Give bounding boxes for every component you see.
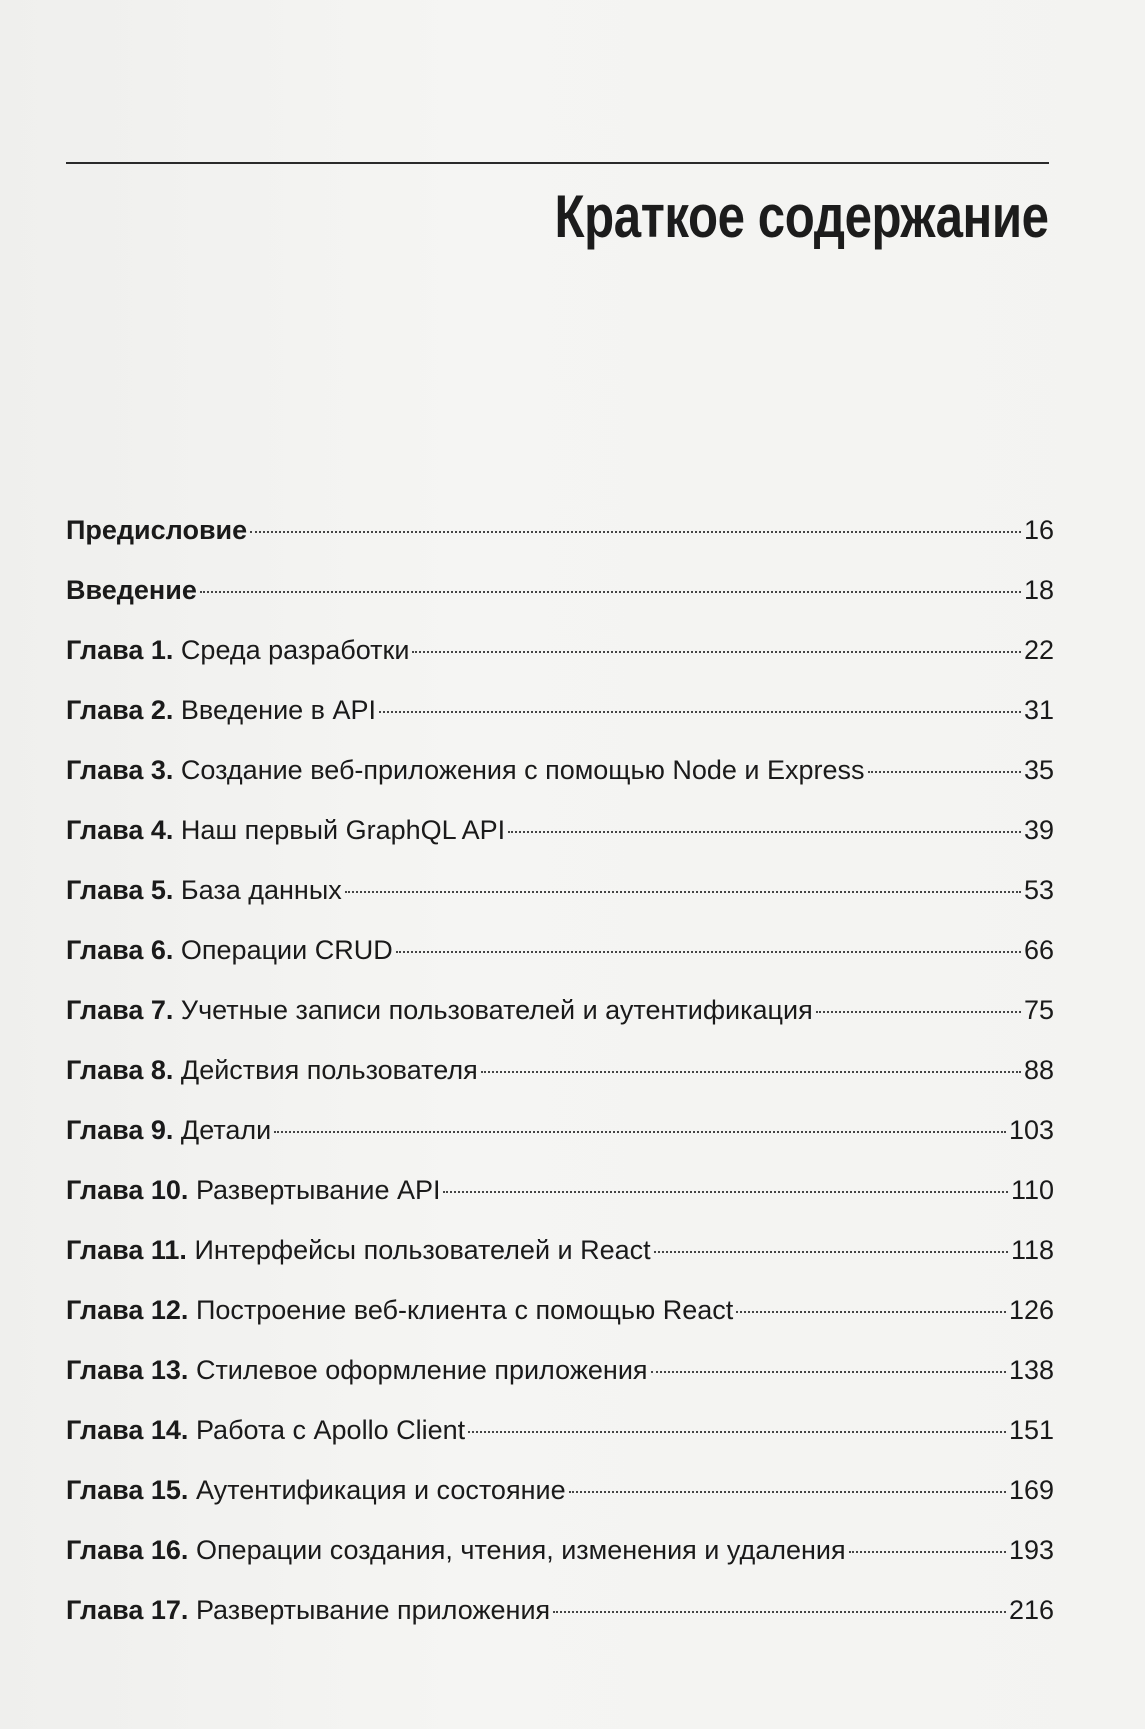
toc-entry xyxy=(66,874,1054,934)
toc-entry-page: 31 xyxy=(1023,695,1054,725)
toc-entry-prefix: Глава 4. xyxy=(66,815,174,845)
toc-entry-prefix: Глава 14. xyxy=(66,1415,189,1445)
toc-entry-label xyxy=(66,814,505,846)
toc-entry-page: 35 xyxy=(1023,755,1054,785)
toc-entry-title: Развертывание API xyxy=(188,1175,441,1205)
toc-entry-page: 18 xyxy=(1023,575,1054,605)
toc-entry-prefix: Глава 9. xyxy=(66,1115,174,1145)
toc-entry-page: 16 xyxy=(1023,515,1054,545)
toc-entry xyxy=(66,514,1054,574)
toc-entry xyxy=(66,814,1054,874)
toc-entry-page: 118 xyxy=(1010,1235,1054,1265)
toc-leader-dots xyxy=(849,1551,1006,1553)
toc-entry xyxy=(66,1174,1054,1234)
toc-entry-label xyxy=(66,1534,846,1566)
toc-entry-prefix: Глава 17. xyxy=(66,1595,189,1625)
toc-entry xyxy=(66,694,1054,754)
toc-leader-dots xyxy=(654,1251,1008,1253)
toc-entry-prefix: Глава 13. xyxy=(66,1355,189,1385)
toc-entry-title: Работа с Apollo Client xyxy=(188,1415,466,1445)
toc-entry-page: 151 xyxy=(1008,1415,1054,1445)
toc-entry-prefix: Глава 10. xyxy=(66,1175,189,1205)
toc-entry xyxy=(66,994,1054,1054)
toc-entry-page: 103 xyxy=(1008,1115,1054,1145)
toc-entry-title: Наш первый GraphQL API xyxy=(173,815,506,845)
toc-entry-title: Интерфейсы пользователей и React xyxy=(186,1235,651,1265)
toc-leader-dots xyxy=(379,711,1021,713)
toc-entry-prefix: Введение xyxy=(66,575,197,605)
toc-entry-page: 39 xyxy=(1023,815,1054,845)
toc-leader-dots xyxy=(274,1131,1006,1133)
toc-entry xyxy=(66,1114,1054,1174)
toc-entry xyxy=(66,1534,1054,1594)
toc-leader-dots xyxy=(250,531,1021,533)
toc-entry-prefix: Глава 2. xyxy=(66,695,174,725)
toc-entry xyxy=(66,574,1054,634)
toc-leader-dots xyxy=(569,1491,1006,1493)
toc-entry-title: Развертывание приложения xyxy=(188,1595,551,1625)
toc-leader-dots xyxy=(553,1611,1006,1613)
toc-entry xyxy=(66,1354,1054,1414)
toc-leader-dots xyxy=(816,1011,1021,1013)
toc-entry-label xyxy=(66,1054,478,1086)
toc-entry xyxy=(66,1474,1054,1534)
toc-entry-page: 169 xyxy=(1008,1475,1054,1505)
toc-entry-label xyxy=(66,694,376,726)
toc-entry xyxy=(66,934,1054,994)
toc-entry-page: 88 xyxy=(1023,1055,1054,1085)
toc-entry-title: Стилевое оформление приложения xyxy=(188,1355,648,1385)
toc-entry xyxy=(66,634,1054,694)
toc-entry-prefix: Глава 12. xyxy=(66,1295,189,1325)
toc-entry-label xyxy=(66,1174,440,1206)
toc-entry-prefix: Глава 3. xyxy=(66,755,174,785)
toc-leader-dots xyxy=(481,1071,1021,1073)
toc-leader-dots xyxy=(412,651,1021,653)
toc-leader-dots xyxy=(345,891,1021,893)
toc-entry-prefix: Глава 7. xyxy=(66,995,174,1025)
toc-entry-page: 193 xyxy=(1008,1535,1054,1565)
toc-entry-prefix: Предисловие xyxy=(66,515,248,545)
toc-entry-title: Создание веб-приложения с помощью Node и Express xyxy=(173,755,865,785)
toc-leader-dots xyxy=(736,1311,1006,1313)
toc-entry-title: Операции CRUD xyxy=(173,935,393,965)
toc-entry-prefix: Глава 1. xyxy=(66,635,174,665)
toc-leader-dots xyxy=(508,831,1021,833)
toc-entry xyxy=(66,754,1054,814)
toc-entry-prefix: Глава 6. xyxy=(66,935,174,965)
toc-leader-dots xyxy=(200,591,1021,593)
toc-entry-title: Детали xyxy=(173,1115,272,1145)
toc-entry-label xyxy=(66,514,247,546)
toc-entry-label xyxy=(66,574,197,606)
toc-entry-page: 75 xyxy=(1023,995,1054,1025)
toc-entry-label xyxy=(66,874,342,906)
toc-entry-title: Введение в API xyxy=(173,695,377,725)
toc-entry xyxy=(66,1594,1054,1654)
toc-entry-page: 216 xyxy=(1008,1595,1054,1625)
toc-entry-label xyxy=(66,754,865,786)
toc-entry-page: 66 xyxy=(1023,935,1054,965)
toc-entry-label xyxy=(66,1354,648,1386)
toc-entry-prefix: Глава 11. xyxy=(66,1235,187,1265)
toc-leader-dots xyxy=(396,951,1021,953)
toc-entry xyxy=(66,1294,1054,1354)
toc-leader-dots xyxy=(468,1431,1006,1433)
page-title: Краткое содержание xyxy=(554,183,1049,250)
toc-entry-prefix: Глава 8. xyxy=(66,1055,174,1085)
toc-entry-prefix: Глава 5. xyxy=(66,875,174,905)
toc-leader-dots xyxy=(443,1191,1007,1193)
toc-entry-title: База данных xyxy=(173,875,342,905)
toc-entry-page: 138 xyxy=(1008,1355,1054,1385)
toc-entry-page: 126 xyxy=(1008,1295,1054,1325)
toc-entry-prefix: Глава 16. xyxy=(66,1535,189,1565)
toc-entry-label xyxy=(66,1114,271,1146)
toc-entry-prefix: Глава 15. xyxy=(66,1475,189,1505)
toc-entry-label xyxy=(66,1474,566,1506)
toc-entry xyxy=(66,1414,1054,1474)
toc-entry-page: 110 xyxy=(1010,1175,1054,1205)
toc-leader-dots xyxy=(651,1371,1006,1373)
toc-entry-label xyxy=(66,634,409,666)
toc-entry xyxy=(66,1054,1054,1114)
toc-entry-title: Аутентификация и состояние xyxy=(188,1475,566,1505)
toc-entry-label xyxy=(66,1294,733,1326)
toc-leader-dots xyxy=(868,771,1021,773)
toc-entry-title: Операции создания, чтения, изменения и удаления xyxy=(188,1535,846,1565)
table-of-contents xyxy=(66,514,1054,1654)
toc-entry-label xyxy=(66,1234,651,1266)
toc-entry-title: Учетные записи пользователей и аутентификация xyxy=(173,995,813,1025)
toc-entry-title: Действия пользователя xyxy=(173,1055,478,1085)
toc-entry xyxy=(66,1234,1054,1294)
toc-entry-title: Среда разработки xyxy=(173,635,410,665)
toc-entry-page: 22 xyxy=(1023,635,1054,665)
toc-entry-page: 53 xyxy=(1023,875,1054,905)
toc-entry-label xyxy=(66,1594,550,1626)
toc-entry-label xyxy=(66,994,813,1026)
toc-entry-label xyxy=(66,1414,465,1446)
toc-entry-title: Построение веб-клиента с помощью React xyxy=(188,1295,734,1325)
toc-entry-label xyxy=(66,934,393,966)
header-rule xyxy=(66,162,1049,164)
